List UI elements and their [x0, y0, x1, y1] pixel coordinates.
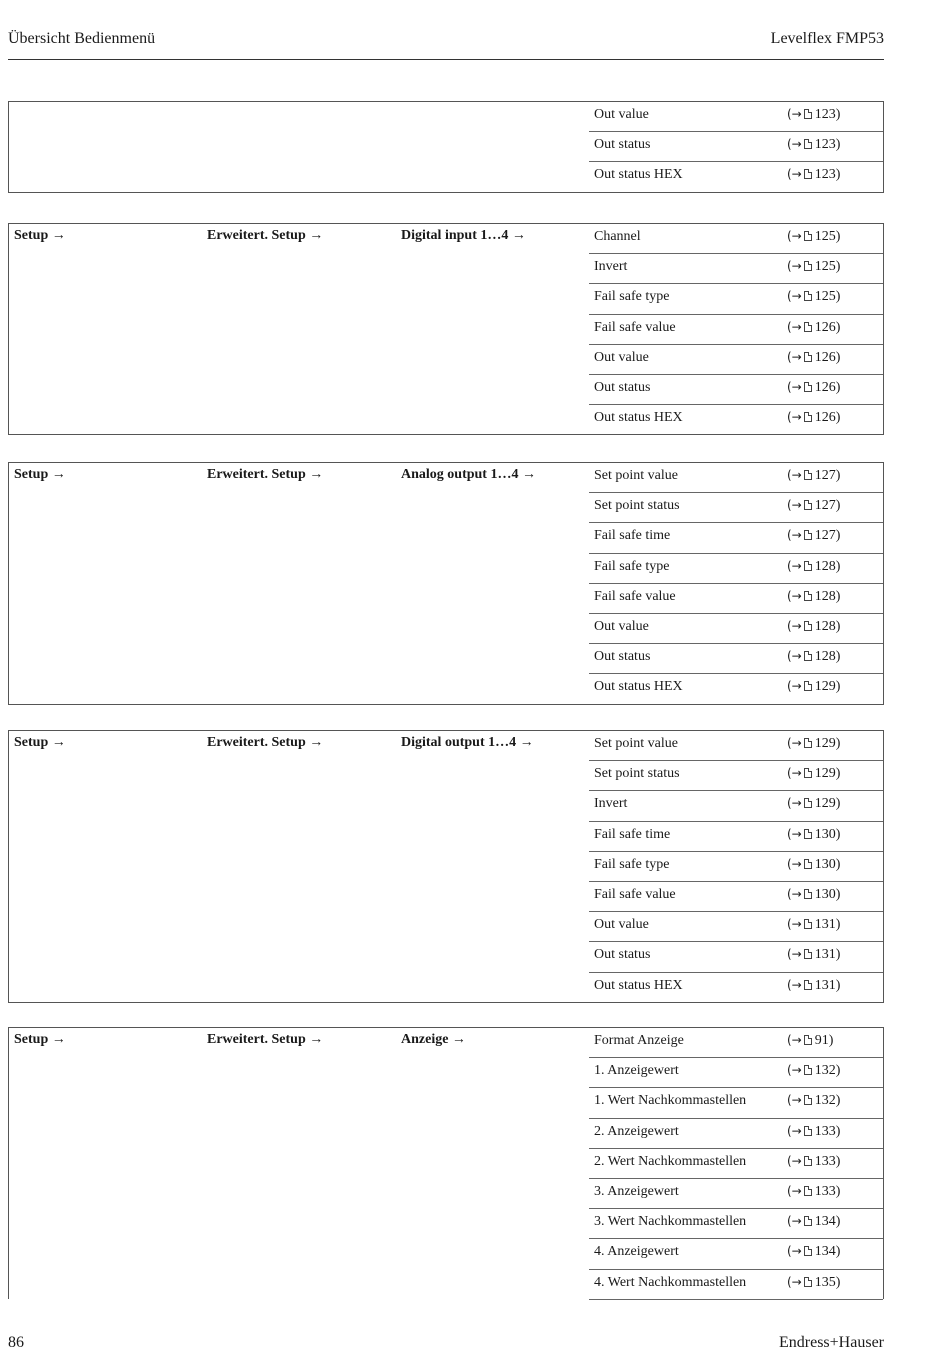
parameter-row — [589, 345, 883, 375]
document-page-icon — [804, 1095, 812, 1105]
reference-arrow: (→ — [787, 558, 802, 573]
reference-page-number: 126 — [814, 410, 836, 426]
reference-close-paren: ) — [835, 588, 841, 604]
reference-close-paren: ) — [835, 289, 841, 305]
menu-path-level-2: Erweitert. Setup → — [207, 228, 324, 243]
reference-page-number: 126 — [814, 319, 836, 335]
reference-close-paren: ) — [835, 649, 841, 665]
page-reference — [787, 978, 840, 994]
reference-page-number: 126 — [814, 379, 836, 395]
parameter-row — [589, 852, 883, 882]
page-reference — [787, 1154, 840, 1170]
parameter-name: Set point status — [594, 498, 680, 514]
parameter-name: Out status HEX — [594, 679, 683, 695]
menu-path-level-3: Digital input 1…4 → — [401, 228, 526, 243]
reference-close-paren: ) — [828, 1033, 834, 1048]
parameter-name: 1. Anzeigewert — [594, 1063, 679, 1079]
reference-arrow: (→ — [787, 947, 802, 962]
parameter-name: Fail safe type — [594, 558, 670, 574]
parameter-row — [589, 822, 883, 852]
reference-page-number: 128 — [814, 558, 836, 574]
document-page-icon — [804, 859, 812, 869]
reference-close-paren: ) — [835, 167, 841, 183]
reference-arrow: (→ — [787, 410, 802, 425]
page-header-product: Levelflex FMP53 — [770, 30, 884, 47]
reference-close-paren: ) — [835, 1153, 841, 1169]
reference-page-number: 91 — [814, 1033, 829, 1048]
page-reference — [787, 1244, 840, 1260]
document-page-icon — [804, 231, 812, 241]
reference-close-paren: ) — [835, 736, 841, 751]
reference-page-number: 123 — [814, 167, 836, 183]
document-page-icon — [804, 1156, 812, 1166]
reference-arrow: (→ — [787, 498, 802, 513]
parameter-row — [589, 584, 883, 614]
document-page-icon — [804, 139, 812, 149]
reference-close-paren: ) — [835, 1244, 841, 1260]
parameter-row — [589, 912, 883, 942]
document-page-icon — [804, 530, 812, 540]
page-reference — [787, 559, 840, 575]
reference-arrow: (→ — [787, 107, 802, 121]
reference-page-number: 129 — [814, 796, 836, 812]
document-page-icon — [804, 1126, 812, 1136]
reference-arrow: (→ — [787, 826, 802, 841]
reference-page-number: 132 — [814, 1063, 836, 1079]
document-page-icon — [804, 1277, 812, 1287]
document-page-icon — [804, 621, 812, 631]
reference-page-number: 131 — [814, 977, 836, 993]
page-reference — [787, 1033, 833, 1049]
reference-page-number: 125 — [814, 229, 836, 244]
page-reference — [787, 468, 840, 484]
reference-close-paren: ) — [835, 498, 841, 514]
document-page-icon — [804, 169, 812, 179]
reference-page-number: 127 — [814, 468, 836, 483]
reference-page-number: 133 — [814, 1153, 836, 1169]
parameter-name: Fail safe value — [594, 886, 676, 902]
page-reference — [787, 259, 840, 275]
parameter-name: Set point value — [594, 736, 678, 751]
document-page-icon — [804, 261, 812, 271]
page-header-title: Übersicht Bedienmenü — [8, 30, 156, 47]
parameter-row — [589, 791, 883, 821]
reference-page-number: 127 — [814, 528, 836, 544]
reference-close-paren: ) — [835, 528, 841, 544]
page-reference — [787, 229, 840, 245]
reference-arrow: (→ — [787, 588, 802, 603]
parameter-row — [589, 375, 883, 405]
reference-close-paren: ) — [835, 766, 841, 782]
document-page-icon — [804, 1065, 812, 1075]
menu-path-level-1: Setup → — [14, 467, 66, 482]
document-page-icon — [804, 919, 812, 929]
parameter-name: Out status HEX — [594, 410, 683, 426]
parameter-row — [589, 1058, 883, 1088]
reference-arrow: (→ — [787, 679, 802, 694]
parameter-name: Out status — [594, 137, 651, 153]
parameter-name: Out value — [594, 349, 649, 365]
menu-block — [8, 1027, 884, 1299]
parameter-row — [589, 761, 883, 791]
reference-page-number: 130 — [814, 886, 836, 902]
reference-arrow: (→ — [787, 1093, 802, 1108]
parameter-row — [589, 614, 883, 644]
reference-page-number: 129 — [814, 766, 836, 782]
page-reference — [787, 1093, 840, 1109]
document-page-icon — [804, 651, 812, 661]
reference-arrow: (→ — [787, 796, 802, 811]
reference-arrow: (→ — [787, 1244, 802, 1259]
page-reference — [787, 380, 840, 396]
parameter-name: Fail safe value — [594, 588, 676, 604]
parameter-row — [589, 254, 883, 284]
reference-close-paren: ) — [835, 1274, 841, 1290]
reference-arrow: (→ — [787, 1274, 802, 1289]
menu-path-level-1: Setup → — [14, 735, 66, 750]
reference-close-paren: ) — [835, 1063, 841, 1079]
reference-close-paren: ) — [835, 856, 841, 872]
menu-block — [8, 101, 884, 193]
reference-close-paren: ) — [835, 1093, 841, 1109]
document-page-icon — [804, 949, 812, 959]
document-page-icon — [804, 889, 812, 899]
reference-page-number: 134 — [814, 1214, 836, 1230]
document-page-icon — [804, 500, 812, 510]
reference-close-paren: ) — [835, 558, 841, 574]
reference-close-paren: ) — [835, 137, 841, 153]
reference-arrow: (→ — [787, 229, 802, 243]
parameter-name: Format Anzeige — [594, 1033, 684, 1048]
menu-path-level-2: Erweitert. Setup → — [207, 735, 324, 750]
parameter-list — [589, 224, 883, 434]
page-reference — [787, 766, 840, 782]
parameter-row — [589, 674, 883, 703]
parameter-row — [589, 315, 883, 345]
page-reference — [787, 649, 840, 665]
parameter-name: Channel — [594, 229, 641, 244]
document-page-icon — [804, 1186, 812, 1196]
parameter-row — [589, 523, 883, 553]
reference-close-paren: ) — [835, 410, 841, 426]
document-page-icon — [804, 291, 812, 301]
parameter-name: Out status HEX — [594, 977, 683, 993]
parameter-row — [589, 224, 883, 254]
parameter-row — [589, 1149, 883, 1179]
document-page-icon — [804, 109, 812, 119]
parameter-row — [589, 731, 883, 761]
parameter-name: 3. Wert Nachkommastellen — [594, 1214, 747, 1230]
menu-path-level-1: Setup → — [14, 228, 66, 243]
reference-arrow: (→ — [787, 137, 802, 152]
reference-page-number: 123 — [814, 137, 836, 153]
parameter-name: Invert — [594, 259, 628, 275]
parameter-name: Out value — [594, 107, 649, 122]
parameter-row — [589, 102, 883, 132]
reference-page-number: 128 — [814, 618, 836, 634]
menu-path-level-2: Erweitert. Setup → — [207, 467, 324, 482]
page-reference — [787, 410, 840, 426]
document-page-icon — [804, 382, 812, 392]
reference-arrow: (→ — [787, 649, 802, 664]
reference-page-number: 131 — [814, 947, 836, 963]
parameter-row — [589, 1179, 883, 1209]
reference-page-number: 125 — [814, 289, 836, 305]
reference-close-paren: ) — [835, 886, 841, 902]
page-reference — [787, 679, 840, 695]
reference-arrow: (→ — [787, 259, 802, 274]
parameter-name: 2. Wert Nachkommastellen — [594, 1153, 747, 1169]
menu-path-level-2: Erweitert. Setup → — [207, 1032, 324, 1047]
reference-close-paren: ) — [835, 468, 841, 483]
reference-close-paren: ) — [835, 947, 841, 963]
reference-page-number: 128 — [814, 588, 836, 604]
reference-arrow: (→ — [787, 856, 802, 871]
page-reference — [787, 528, 840, 544]
parameter-name: Out value — [594, 917, 649, 933]
document-page-icon — [804, 738, 812, 748]
menu-path-level-1: Setup → — [14, 1032, 66, 1047]
reference-page-number: 133 — [814, 1123, 836, 1139]
page-reference — [787, 289, 840, 305]
reference-arrow: (→ — [787, 886, 802, 901]
reference-close-paren: ) — [835, 379, 841, 395]
reference-page-number: 123 — [814, 107, 836, 122]
document-page-icon — [804, 681, 812, 691]
document-page-icon — [804, 829, 812, 839]
page-reference — [787, 350, 840, 366]
parameter-list — [589, 102, 883, 192]
document-page-icon — [804, 322, 812, 332]
menu-block — [8, 730, 884, 1003]
reference-close-paren: ) — [835, 826, 841, 842]
parameter-row — [589, 882, 883, 912]
menu-path-level-3: Analog output 1…4 → — [401, 467, 536, 482]
reference-close-paren: ) — [835, 1183, 841, 1199]
page-reference — [787, 498, 840, 514]
reference-arrow: (→ — [787, 1153, 802, 1168]
parameter-name: Set point value — [594, 468, 678, 483]
page-reference — [787, 1124, 840, 1140]
parameter-name: Fail safe time — [594, 826, 671, 842]
menu-block — [8, 462, 884, 705]
parameter-name: 3. Anzeigewert — [594, 1183, 679, 1199]
reference-close-paren: ) — [835, 229, 841, 244]
parameter-name: 4. Anzeigewert — [594, 1244, 679, 1260]
reference-arrow: (→ — [787, 528, 802, 543]
reference-page-number: 128 — [814, 649, 836, 665]
page-reference — [787, 947, 840, 963]
menu-path-level-3: Anzeige → — [401, 1032, 466, 1047]
reference-close-paren: ) — [835, 796, 841, 812]
reference-close-paren: ) — [835, 618, 841, 634]
reference-arrow: (→ — [787, 736, 802, 750]
parameter-row — [589, 463, 883, 493]
page-reference — [787, 736, 840, 752]
reference-page-number: 127 — [814, 498, 836, 514]
reference-arrow: (→ — [787, 766, 802, 781]
parameter-row — [589, 1088, 883, 1118]
parameter-list — [589, 463, 883, 704]
page-reference — [787, 1214, 840, 1230]
reference-arrow: (→ — [787, 1214, 802, 1229]
parameter-name: Invert — [594, 796, 628, 812]
footer-brand: Endress+Hauser — [779, 1334, 884, 1351]
parameter-row — [589, 1270, 883, 1300]
parameter-row — [589, 554, 883, 584]
page-reference — [787, 1184, 840, 1200]
reference-arrow: (→ — [787, 1123, 802, 1138]
reference-page-number: 133 — [814, 1183, 836, 1199]
reference-page-number: 129 — [814, 679, 836, 695]
page-reference — [787, 137, 840, 153]
document-page-icon — [804, 352, 812, 362]
reference-arrow: (→ — [787, 167, 802, 182]
reference-arrow: (→ — [787, 1063, 802, 1078]
page-reference — [787, 827, 840, 843]
document-page-icon — [804, 1216, 812, 1226]
reference-arrow: (→ — [787, 289, 802, 304]
parameter-row — [589, 644, 883, 674]
page-reference — [787, 107, 840, 123]
parameter-row — [589, 284, 883, 314]
page-number: 86 — [8, 1334, 24, 1351]
document-page-icon — [804, 1035, 812, 1045]
menu-block — [8, 223, 884, 435]
parameter-name: Fail safe type — [594, 856, 670, 872]
reference-close-paren: ) — [835, 1123, 841, 1139]
reference-close-paren: ) — [835, 259, 841, 275]
document-page-icon — [804, 1246, 812, 1256]
page-reference — [787, 167, 840, 183]
parameter-row — [589, 1028, 883, 1058]
parameter-row — [589, 973, 883, 1002]
reference-close-paren: ) — [835, 679, 841, 695]
document-page-icon — [804, 412, 812, 422]
page-reference — [787, 917, 840, 933]
reference-arrow: (→ — [787, 917, 802, 932]
reference-arrow: (→ — [787, 977, 802, 992]
parameter-name: 2. Anzeigewert — [594, 1123, 679, 1139]
reference-close-paren: ) — [835, 319, 841, 335]
document-page-icon — [804, 980, 812, 990]
reference-close-paren: ) — [835, 349, 841, 365]
reference-close-paren: ) — [835, 917, 841, 933]
reference-arrow: (→ — [787, 618, 802, 633]
parameter-name: Fail safe type — [594, 289, 670, 305]
parameter-row — [589, 132, 883, 162]
reference-arrow: (→ — [787, 468, 802, 482]
reference-arrow: (→ — [787, 349, 802, 364]
page-reference — [787, 1275, 840, 1291]
parameter-name: Out status — [594, 379, 651, 395]
reference-page-number: 135 — [814, 1274, 836, 1290]
parameter-list — [589, 1028, 883, 1300]
reference-close-paren: ) — [835, 107, 841, 122]
reference-page-number: 129 — [814, 736, 836, 751]
parameter-name: Fail safe time — [594, 528, 671, 544]
parameter-row — [589, 162, 883, 191]
menu-path-level-3: Digital output 1…4 → — [401, 735, 534, 750]
page-reference — [787, 589, 840, 605]
reference-page-number: 134 — [814, 1244, 836, 1260]
parameter-list — [589, 731, 883, 1002]
parameter-name: Out value — [594, 618, 649, 634]
parameter-row — [589, 1119, 883, 1149]
page-reference — [787, 796, 840, 812]
reference-arrow: (→ — [787, 379, 802, 394]
parameter-name: Out status — [594, 947, 651, 963]
reference-arrow: (→ — [787, 1033, 802, 1047]
page-reference — [787, 320, 840, 336]
parameter-name: Out status — [594, 649, 651, 665]
reference-page-number: 125 — [814, 259, 836, 275]
parameter-row — [589, 1239, 883, 1269]
document-page-icon — [804, 470, 812, 480]
reference-arrow: (→ — [787, 319, 802, 334]
document-page-icon — [804, 561, 812, 571]
header-divider — [8, 59, 884, 60]
reference-page-number: 132 — [814, 1093, 836, 1109]
document-page-icon — [804, 768, 812, 778]
page-reference — [787, 619, 840, 635]
parameter-row — [589, 942, 883, 972]
page-reference — [787, 1063, 840, 1079]
page-reference — [787, 887, 840, 903]
reference-arrow: (→ — [787, 1183, 802, 1198]
parameter-name: Out status HEX — [594, 167, 683, 183]
parameter-row — [589, 405, 883, 434]
reference-page-number: 131 — [814, 917, 836, 933]
page-reference — [787, 857, 840, 873]
parameter-name: Set point status — [594, 766, 680, 782]
reference-page-number: 130 — [814, 856, 836, 872]
document-page-icon — [804, 591, 812, 601]
parameter-row — [589, 1209, 883, 1239]
reference-page-number: 130 — [814, 826, 836, 842]
parameter-row — [589, 493, 883, 523]
parameter-name: 1. Wert Nachkommastellen — [594, 1093, 747, 1109]
parameter-name: Fail safe value — [594, 319, 676, 335]
parameter-name: 4. Wert Nachkommastellen — [594, 1274, 747, 1290]
reference-page-number: 126 — [814, 349, 836, 365]
reference-close-paren: ) — [835, 1214, 841, 1230]
document-page-icon — [804, 798, 812, 808]
reference-close-paren: ) — [835, 977, 841, 993]
